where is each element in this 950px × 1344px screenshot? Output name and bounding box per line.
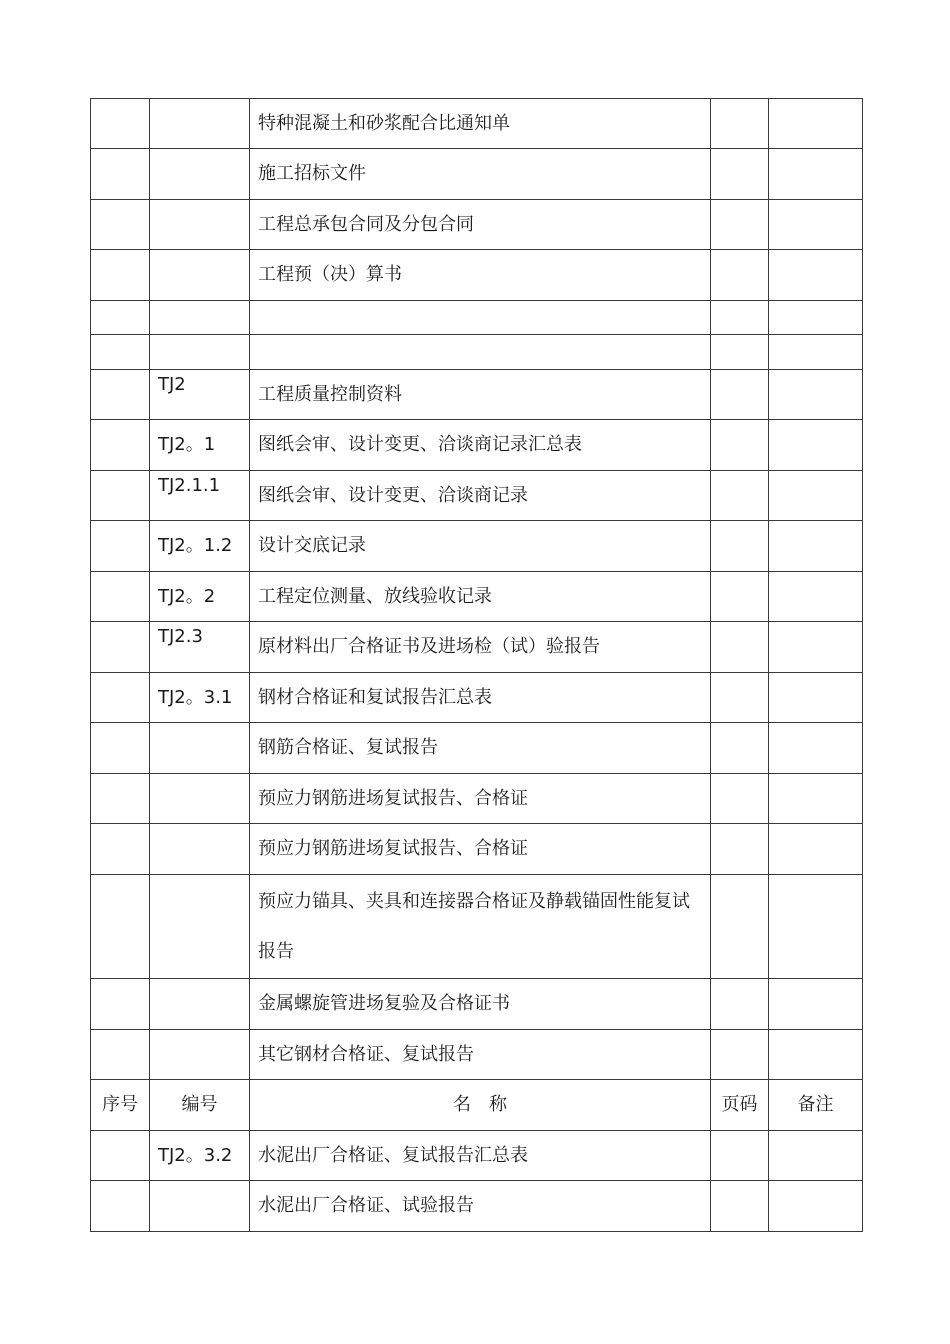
name-cell: 特种混凝土和砂浆配合比通知单 — [250, 99, 711, 149]
table-row — [91, 99, 863, 149]
page-cell — [711, 979, 769, 1030]
table-row — [91, 420, 863, 471]
header-remark: 备注 — [769, 1080, 863, 1131]
table-row — [91, 622, 863, 673]
table-row — [91, 250, 863, 301]
page-cell — [711, 200, 769, 250]
table-row — [91, 572, 863, 622]
remark-cell — [769, 471, 863, 521]
page-cell — [711, 370, 769, 420]
seq-cell — [91, 673, 150, 723]
header-name: 名 称 — [250, 1080, 711, 1131]
code-cell — [150, 1030, 250, 1080]
header-seq: 序号 — [91, 1080, 150, 1131]
seq-cell — [91, 420, 150, 471]
table-row — [91, 723, 863, 774]
remark-cell — [769, 979, 863, 1030]
table-row — [91, 200, 863, 250]
name-cell — [250, 335, 711, 370]
remark-cell — [769, 774, 863, 824]
page-cell — [711, 673, 769, 723]
table-row — [91, 875, 863, 979]
page-cell — [711, 250, 769, 301]
table-row — [91, 335, 863, 370]
code-cell — [150, 774, 250, 824]
remark-cell — [769, 622, 863, 673]
code-cell — [150, 979, 250, 1030]
name-cell: 预应力钢筋进场复试报告、合格证 — [250, 824, 711, 875]
name-cell: 预应力锚具、夹具和连接器合格证及静载锚固性能复试报告 — [250, 875, 711, 979]
seq-cell — [91, 335, 150, 370]
page-cell — [711, 149, 769, 200]
table-row — [91, 149, 863, 200]
name-cell: 工程预（决）算书 — [250, 250, 711, 301]
code-cell — [150, 200, 250, 250]
seq-cell — [91, 250, 150, 301]
page-cell — [711, 774, 769, 824]
name-cell: 水泥出厂合格证、试验报告 — [250, 1181, 711, 1232]
name-cell: 工程定位测量、放线验收记录 — [250, 572, 711, 622]
seq-cell — [91, 149, 150, 200]
page-cell — [711, 723, 769, 774]
code-cell — [150, 149, 250, 200]
name-cell: 工程质量控制资料 — [250, 370, 711, 420]
seq-cell — [91, 471, 150, 521]
header-row — [91, 1080, 863, 1131]
code-cell: TJ2.3 — [150, 622, 250, 673]
table-row — [91, 774, 863, 824]
name-cell: 原材料出厂合格证书及进场检（试）验报告 — [250, 622, 711, 673]
code-cell: TJ2。1.2 — [150, 521, 250, 572]
seq-cell — [91, 622, 150, 673]
page-cell — [711, 99, 769, 149]
name-cell: 水泥出厂合格证、复试报告汇总表 — [250, 1131, 711, 1181]
table-row — [91, 1131, 863, 1181]
remark-cell — [769, 875, 863, 979]
code-cell — [150, 875, 250, 979]
seq-cell — [91, 1131, 150, 1181]
remark-cell — [769, 335, 863, 370]
document-table — [90, 98, 863, 1232]
table-row — [91, 370, 863, 420]
remark-cell — [769, 1131, 863, 1181]
page-cell — [711, 301, 769, 335]
remark-cell — [769, 200, 863, 250]
code-cell — [150, 250, 250, 301]
code-cell — [150, 335, 250, 370]
table-row — [91, 471, 863, 521]
remark-cell — [769, 1030, 863, 1080]
seq-cell — [91, 521, 150, 572]
table-row — [91, 824, 863, 875]
code-cell: TJ2。2 — [150, 572, 250, 622]
remark-cell — [769, 723, 863, 774]
table-row — [91, 301, 863, 335]
name-cell: 图纸会审、设计变更、洽谈商记录汇总表 — [250, 420, 711, 471]
page-cell — [711, 1181, 769, 1232]
code-cell: TJ2。3.2 — [150, 1131, 250, 1181]
remark-cell — [769, 673, 863, 723]
page-cell — [711, 572, 769, 622]
code-cell: TJ2。1 — [150, 420, 250, 471]
remark-cell — [769, 1181, 863, 1232]
code-cell — [150, 723, 250, 774]
page-cell — [711, 521, 769, 572]
page-cell — [711, 824, 769, 875]
name-cell: 工程总承包合同及分包合同 — [250, 200, 711, 250]
code-cell — [150, 824, 250, 875]
remark-cell — [769, 250, 863, 301]
page-cell — [711, 875, 769, 979]
seq-cell — [91, 99, 150, 149]
seq-cell — [91, 1030, 150, 1080]
seq-cell — [91, 1181, 150, 1232]
code-cell: TJ2.1.1 — [150, 471, 250, 521]
page-cell — [711, 335, 769, 370]
header-page: 页码 — [711, 1080, 769, 1131]
remark-cell — [769, 301, 863, 335]
name-cell: 其它钢材合格证、复试报告 — [250, 1030, 711, 1080]
name-cell: 设计交底记录 — [250, 521, 711, 572]
table-row — [91, 673, 863, 723]
name-cell: 钢筋合格证、复试报告 — [250, 723, 711, 774]
seq-cell — [91, 572, 150, 622]
code-cell — [150, 301, 250, 335]
code-cell: TJ2。3.1 — [150, 673, 250, 723]
header-code: 编号 — [150, 1080, 250, 1131]
seq-cell — [91, 723, 150, 774]
name-cell: 预应力钢筋进场复试报告、合格证 — [250, 774, 711, 824]
remark-cell — [769, 521, 863, 572]
remark-cell — [769, 149, 863, 200]
name-cell: 图纸会审、设计变更、洽谈商记录 — [250, 471, 711, 521]
seq-cell — [91, 875, 150, 979]
name-cell: 金属螺旋管进场复验及合格证书 — [250, 979, 711, 1030]
table-row — [91, 521, 863, 572]
remark-cell — [769, 824, 863, 875]
code-cell: TJ2 — [150, 370, 250, 420]
code-cell — [150, 1181, 250, 1232]
seq-cell — [91, 200, 150, 250]
page-cell — [711, 420, 769, 471]
page-cell — [711, 622, 769, 673]
seq-cell — [91, 301, 150, 335]
table-row — [91, 979, 863, 1030]
table-row — [91, 1030, 863, 1080]
code-cell — [150, 99, 250, 149]
page-cell — [711, 471, 769, 521]
remark-cell — [769, 370, 863, 420]
seq-cell — [91, 774, 150, 824]
seq-cell — [91, 370, 150, 420]
remark-cell — [769, 420, 863, 471]
seq-cell — [91, 824, 150, 875]
table-row — [91, 1181, 863, 1232]
remark-cell — [769, 99, 863, 149]
remark-cell — [769, 572, 863, 622]
page-cell — [711, 1030, 769, 1080]
name-cell: 钢材合格证和复试报告汇总表 — [250, 673, 711, 723]
page-cell — [711, 1131, 769, 1181]
name-cell — [250, 301, 711, 335]
seq-cell — [91, 979, 150, 1030]
name-cell: 施工招标文件 — [250, 149, 711, 200]
